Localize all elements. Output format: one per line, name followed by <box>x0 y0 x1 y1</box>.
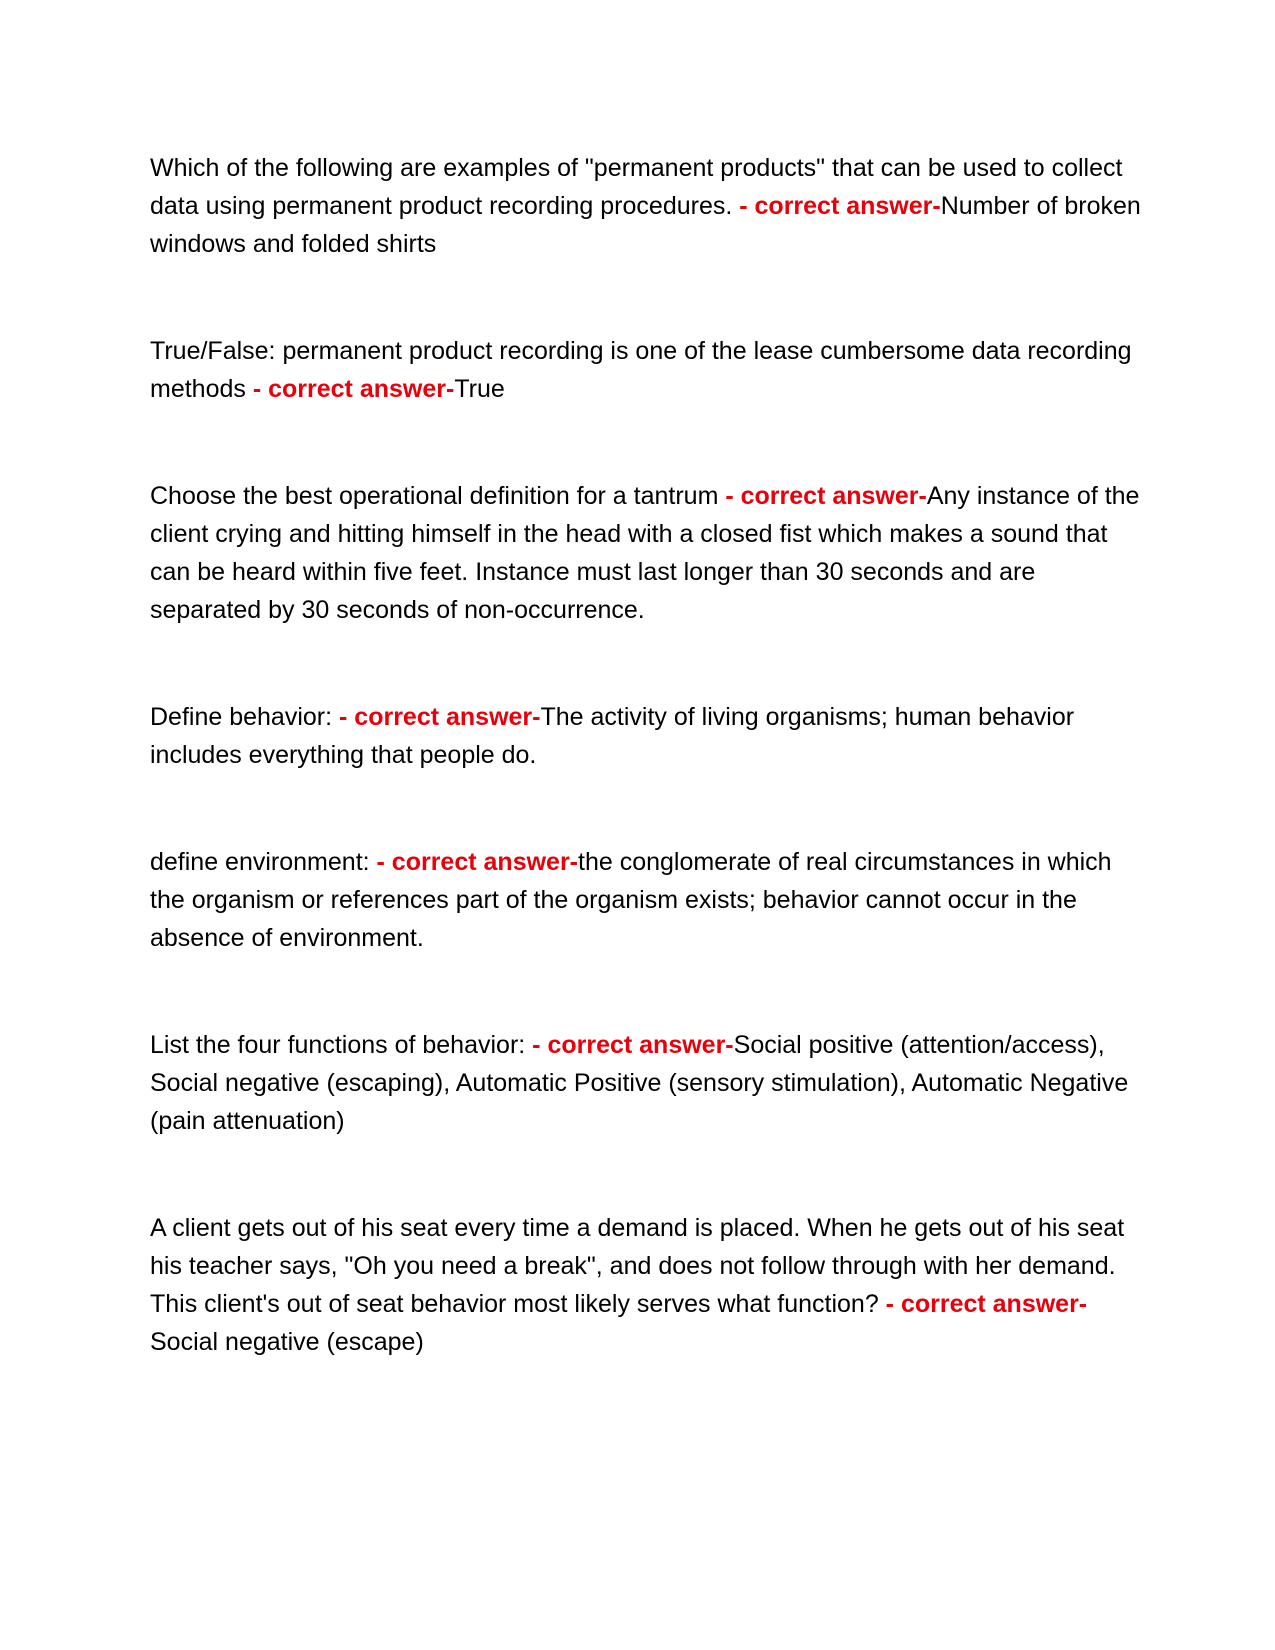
qa-item-4 <box>150 698 1150 774</box>
answer-text: Social positive (attention/access), Social negative (escaping), Automatic Positive (sensory stimulation), Automatic Negative (pain attenuation) <box>150 1031 1129 1135</box>
answer-text: Social negative (escape) <box>150 1328 424 1356</box>
question-text: True/False: permanent product recording is one of the lease cumbersome data recording methods <box>150 337 1132 403</box>
answer-text: the conglomerate of real circumstances in which the organism or references part of the organism exists; behavior cannot occur in the absence of environment. <box>150 848 1112 952</box>
correct-answer-label: - correct answer- <box>532 1031 734 1059</box>
qa-item-3 <box>150 477 1150 629</box>
correct-answer-label: - correct answer- <box>739 192 941 220</box>
answer-text: Any instance of the client crying and hitting himself in the head with a closed fist which makes a sound that can be heard within five feet. Instance must last longer than 30 seconds and are separated by 30 seconds of non-occurrence. <box>150 482 1140 624</box>
answer-text: True <box>454 375 505 403</box>
question-text: Which of the following are examples of "permanent products" that can be used to collect data using permanent product recording procedures. <box>150 154 1123 220</box>
question-text: A client gets out of his seat every time a demand is placed. When he gets out of his seat his teacher says, "Oh you need a break", and does not follow through with her demand. This client's out of seat behavior most likely serves what function? <box>150 1214 1125 1318</box>
question-text: Define behavior: <box>150 703 340 731</box>
qa-item-2 <box>150 332 1150 408</box>
correct-answer-label: - correct answer- <box>339 703 541 731</box>
qa-item-5 <box>150 843 1150 957</box>
qa-item-7 <box>150 1209 1150 1361</box>
correct-answer-label: - correct answer- <box>725 482 927 510</box>
correct-answer-label: - correct answer- <box>252 375 455 403</box>
correct-answer-label: - correct answer- <box>376 848 578 876</box>
answer-text: The activity of living organisms; human behavior includes everything that people do. <box>150 703 1075 769</box>
qa-item-6 <box>150 1026 1150 1140</box>
document-page <box>150 149 1150 1430</box>
question-text: define environment: <box>150 848 377 876</box>
qa-item-1 <box>150 149 1150 263</box>
question-text: List the four functions of behavior: <box>150 1031 533 1059</box>
question-text: Choose the best operational definition for a tantrum <box>150 482 726 510</box>
answer-text: Number of broken windows and folded shirts <box>150 192 1141 258</box>
correct-answer-label: - correct answer- <box>885 1290 1088 1318</box>
